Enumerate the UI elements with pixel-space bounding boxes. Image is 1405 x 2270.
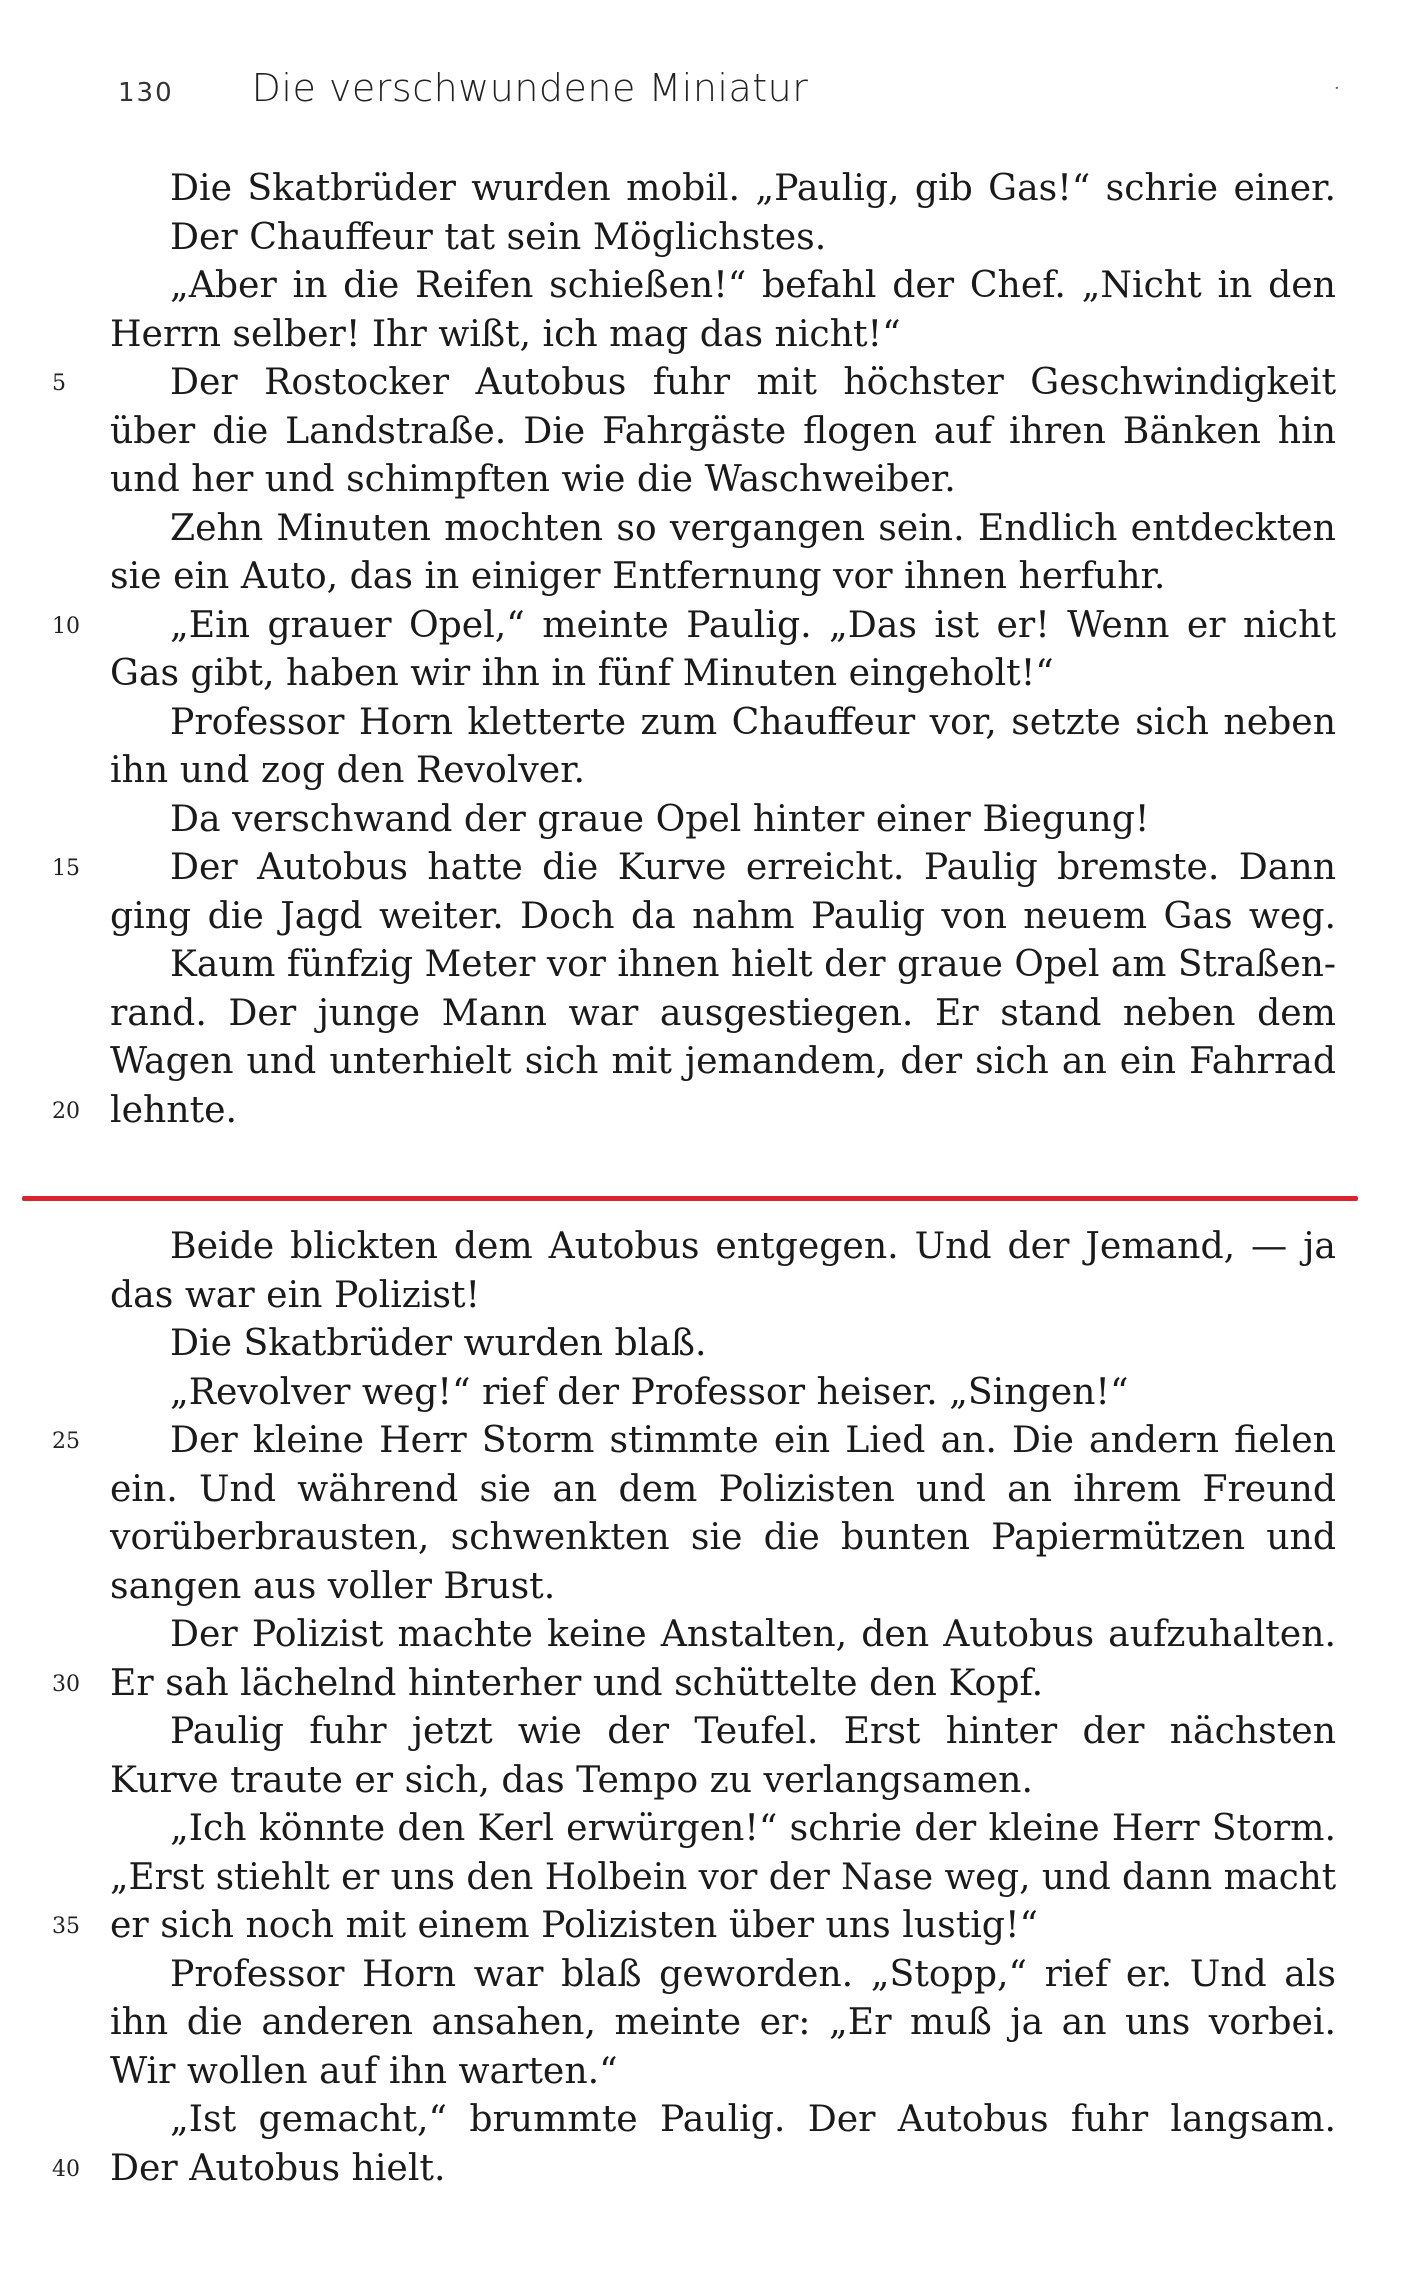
text-line [96,164,1336,213]
line-text: Paulig fuhr jetzt wie der Teufel. Erst hinter der nächsten [170,1709,1336,1752]
line-number: 25 [52,1429,80,1454]
line-text: Der Autobus hatte die Kurve erreicht. Paulig bremste. Dann [170,845,1336,888]
line-text: sie ein Auto, das in einiger Entfernung vor ihnen herfuhr. [110,554,1166,597]
line-text: „Erst stiehlt er uns den Holbein vor der Nase weg, und dann macht [110,1854,1337,1898]
text-line [96,407,1336,456]
page-number: 130 [118,78,174,108]
text-line [52,601,1336,650]
line-text: Kurve traute er sich, das Tempo zu verlangsamen. [110,1757,1033,1801]
text-line [96,504,1336,553]
text-line [52,1416,1336,1465]
line-text: Der Autobus hielt. [110,2145,446,2189]
line-text: Die Skatbrüder wurden blaß. [170,1321,707,1364]
text-line [96,261,1336,310]
text-line [52,358,1336,407]
line-text: Kaum fünfzig Meter vor ihnen hielt der graue Opel am Straßen- [170,942,1336,985]
text-line [96,649,1336,698]
text-line [96,310,1336,359]
line-text: ging die Jagd weiter. Doch da nahm Paulig von neuem Gas weg. [110,893,1336,937]
line-text: über die Landstraße. Die Fahrgäste flogen auf ihren Bänken hin [110,408,1336,452]
text-line [96,940,1336,989]
line-text: Professor Horn war blaß geworden. „Stopp,“ rief er. Und als [170,1951,1336,1995]
line-text: „Revolver weg!“ rief der Professor heiser. „Singen!“ [170,1369,1129,1413]
line-text: ihn und zog den Revolver. [110,748,586,791]
text-line [96,1319,1336,1368]
text-line [96,892,1336,941]
line-number: 5 [52,371,66,396]
text-line [96,1037,1336,1086]
line-text: ihn die anderen ansahen, meinte er: „Er muß ja an uns vorbei. [110,2000,1336,2043]
line-text: lehnte. [110,1087,238,1131]
line-text: „Ein grauer Opel,“ meinte Paulig. „Das ist er! Wenn er nicht [170,602,1336,646]
text-line [96,1368,1336,1417]
line-text: Er sah lächelnd hinterher und schüttelte den Kopf. [110,1660,1044,1704]
line-text: Da verschwand der graue Opel hinter einer Biegung! [170,796,1150,840]
line-text: Herrn selber! Ihr wißt, ich mag das nicht!“ [110,311,901,355]
line-number: 15 [52,856,80,881]
line-text: Der Rostocker Autobus fuhr mit höchster Geschwindigkeit [170,360,1336,403]
text-line [96,1707,1336,1756]
text-line [52,1901,1336,1950]
text-line [96,1998,1336,2047]
text-line [52,1659,1336,1708]
line-text: er sich noch mit einem Polizisten über uns lustig!“ [110,1903,1039,1946]
text-line [96,1513,1336,1562]
line-text: vorüberbrausten, schwenkten sie die bunten Papiermützen und [110,1515,1336,1558]
line-text: „Ich könnte den Kerl erwürgen!“ schrie der kleine Herr Storm. [170,1806,1336,1849]
header-mark: · [1334,78,1340,99]
text-block-top [52,164,1336,1134]
text-line [52,1086,1336,1135]
text-line [52,2144,1336,2193]
line-text: Die Skatbrüder wurden mobil. „Paulig, gib Gas!“ schrie einer. [170,166,1336,209]
line-text: ein. Und während sie an dem Polizisten und an ihrem Freund [110,1466,1336,1510]
line-text: Wir wollen auf ihn warten.“ [110,2048,618,2092]
line-text: Der Chauffeur tat sein Möglichstes. [170,214,827,258]
text-line [96,1222,1336,1271]
running-title: Die verschwundene Miniatur [251,66,809,110]
text-line [96,1804,1336,1853]
text-line [96,455,1336,504]
text-line [96,1950,1336,1999]
line-text: Beide blickten dem Autobus entgegen. Und der Jemand, — ja [170,1224,1336,1267]
line-number: 10 [52,613,80,639]
line-text: Wagen und unterhielt sich mit jemandem, der sich an ein Fahrrad [110,1039,1336,1082]
line-text: Zehn Minuten mochten so vergangen sein. Endlich entdeckten [170,505,1336,549]
text-line [96,213,1336,262]
text-line [96,2095,1336,2144]
line-number: 35 [52,1914,80,1939]
text-line [96,1271,1336,1320]
text-line [96,698,1336,747]
line-text: und her und schimpften wie die Waschweiber. [110,457,956,500]
line-number: 20 [52,1098,80,1124]
text-line [96,1853,1336,1902]
line-text: das war ein Polizist! [110,1272,481,1316]
text-line [96,1465,1336,1514]
line-text: Der Polizist machte keine Anstalten, den Autobus aufzuhalten. [170,1612,1336,1655]
line-number: 30 [52,1671,80,1697]
line-text: Gas gibt, haben wir ihn in fünf Minuten eingeholt!“ [110,651,1054,694]
text-line [96,1562,1336,1611]
text-line [52,843,1336,892]
text-line [96,1610,1336,1659]
line-text: Professor Horn kletterte zum Chauffeur vor, setzte sich neben [170,699,1336,743]
page-header [118,66,808,116]
text-line [96,989,1336,1038]
line-number: 40 [52,2156,80,2182]
text-line [96,746,1336,795]
text-line [96,2047,1336,2096]
line-text: rand. Der junge Mann war ausgestiegen. Er stand neben dem [110,990,1336,1034]
text-block-bottom [52,1222,1337,2192]
text-line [96,1756,1336,1805]
line-text: „Aber in die Reifen schießen!“ befahl der Chef. „Nicht in den [170,263,1336,306]
line-text: Der kleine Herr Storm stimmte ein Lied an. Die andern fielen [170,1418,1336,1461]
text-line [96,795,1336,844]
line-text: „Ist gemacht,“ brummte Paulig. Der Autobus fuhr langsam. [170,2097,1336,2140]
red-separator-line [22,1196,1358,1201]
line-text: sangen aus voller Brust. [110,1563,556,1607]
text-line [96,552,1336,601]
